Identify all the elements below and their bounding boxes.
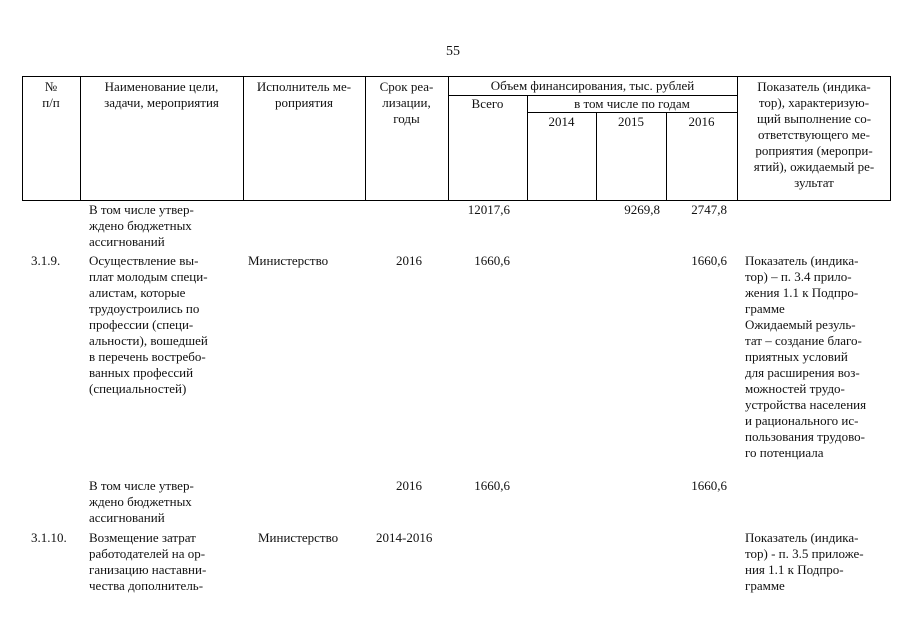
row-2-total: 1660,6 [474,478,510,493]
header-2016: 2016 [688,114,715,129]
header-executor: Исполнитель ме- роприятия [256,79,352,110]
header-indicator: Показатель (индика- тор), характеризую- щий выполнение со- ответствующего ме- роприятия (меропри- ятий), ожидаемый ре- зультат [753,79,875,190]
row-1-total: 1660,6 [474,253,510,268]
row-1-executor: Министерство [248,253,329,268]
row-0-2015: 9269,8 [624,202,660,217]
row-0-2016: 2747,8 [691,202,727,217]
header-finance: Объем финансирования, тыс. рублей [490,78,695,93]
header-by-years: в том числе по годам [574,96,690,111]
header-2015: 2015 [618,114,644,129]
table-top-border [22,76,891,77]
header-bottom-border [22,200,891,201]
row-3-term: 2014-2016 [376,530,433,545]
row-3-executor: Министерство [258,530,339,545]
col-border-term [448,76,449,200]
row-2-name: В том числе утвер- ждено бюджетных ассигнований [89,478,194,525]
row-1-name: Осуществление вы- плат молодым специ- алистам, которые трудоустроились по профессии (специ- альности), вошедшей в перечень востребо- ванных профессий (специальностей) [89,253,208,396]
header-term: Срок реа- лизации, годы [379,79,434,126]
row-3-num: 3.1.10. [31,530,67,545]
row-0-total: 12017,6 [467,202,510,217]
row-0-name: В том числе утвер- ждено бюджетных ассигнований [89,202,194,249]
header-name: Наименование цели, задачи, мероприятия [104,79,219,110]
row-3-indicator: Показатель (индика- тор) - п. 3.5 приложе- ния 1.1 к Подпро- грамме [745,530,864,593]
row-2-2016: 1660,6 [691,478,727,493]
row-1-num: 3.1.9. [31,253,61,268]
header-2014: 2014 [548,114,575,129]
row-1-indicator: Показатель (индика- тор) – п. 3.4 прило- жения 1.1 к Подпро- грамме Ожидаемый резуль- тат – создание благо- приятных условий для расширения воз- можностей трудо- устройства населения и рационального ис- пользования трудово- го потенциала [745,253,867,460]
row-3-name: Возмещение затрат работодателей на ор- ганизацию наставни- чества дополнитель- [89,530,207,593]
row-1-term: 2016 [396,253,422,268]
col-border-right [890,76,891,200]
header-num: № п/п [42,79,60,110]
row-1-2016: 1660,6 [691,253,727,268]
col-border-2016 [737,76,738,200]
row-2-term: 2016 [396,478,422,493]
page-number: 55 [446,44,460,59]
header-total: Всего [471,96,504,111]
years-subheader-line [527,112,737,113]
